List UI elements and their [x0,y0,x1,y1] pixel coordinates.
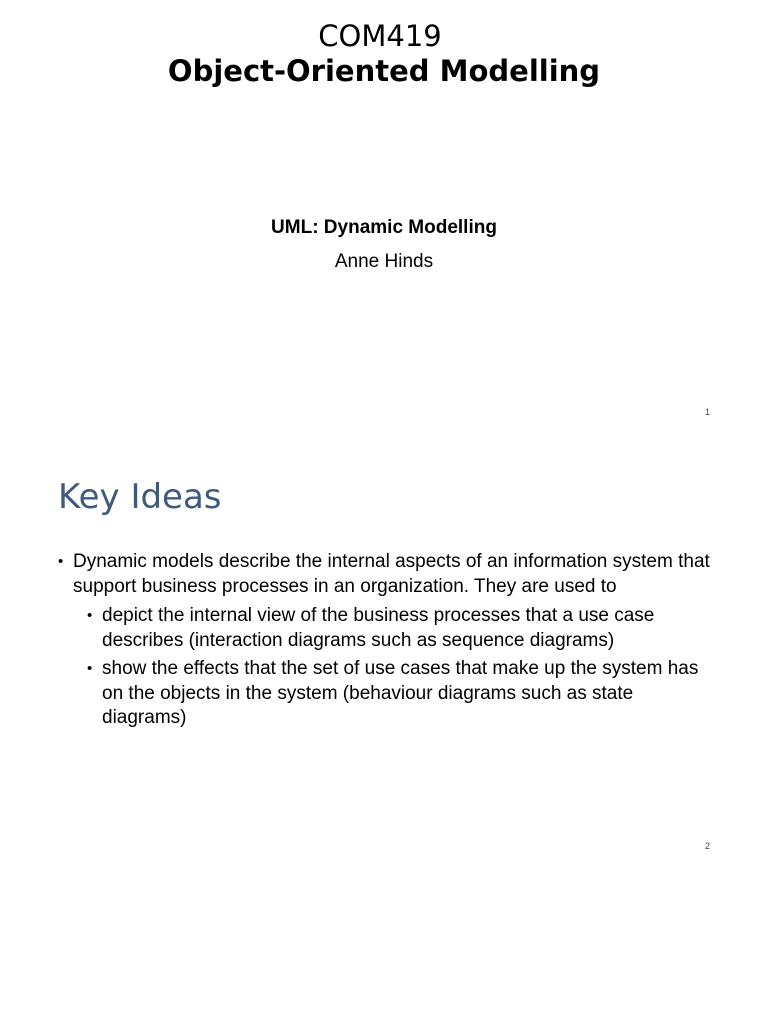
author-name: Anne Hinds [334,251,434,272]
course-title: Object-Oriented Modelling [167,54,601,88]
bullet-list [58,550,718,731]
course-code: COM419 [318,19,442,53]
lecture-subtitle: UML: Dynamic Modelling [271,217,497,238]
sub-bullet-item: • depict the internal view of the business processes that a use case describes (interaction diagrams such as sequence diagrams) [58,604,718,653]
bullet-item: • Dynamic models describe the internal aspects of an information system that support business processes in an organization. They are used to [58,550,718,599]
sub-bullet-item: • show the effects that the set of use cases that make up the system has on the objects in the system (behaviour diagrams such as state diagrams) [58,657,718,731]
slide-heading: Key Ideas [58,477,222,517]
page-number: 1 [704,407,710,417]
title-slide [0,0,768,432]
page-number: 2 [704,841,710,851]
key-ideas-slide [0,432,768,864]
